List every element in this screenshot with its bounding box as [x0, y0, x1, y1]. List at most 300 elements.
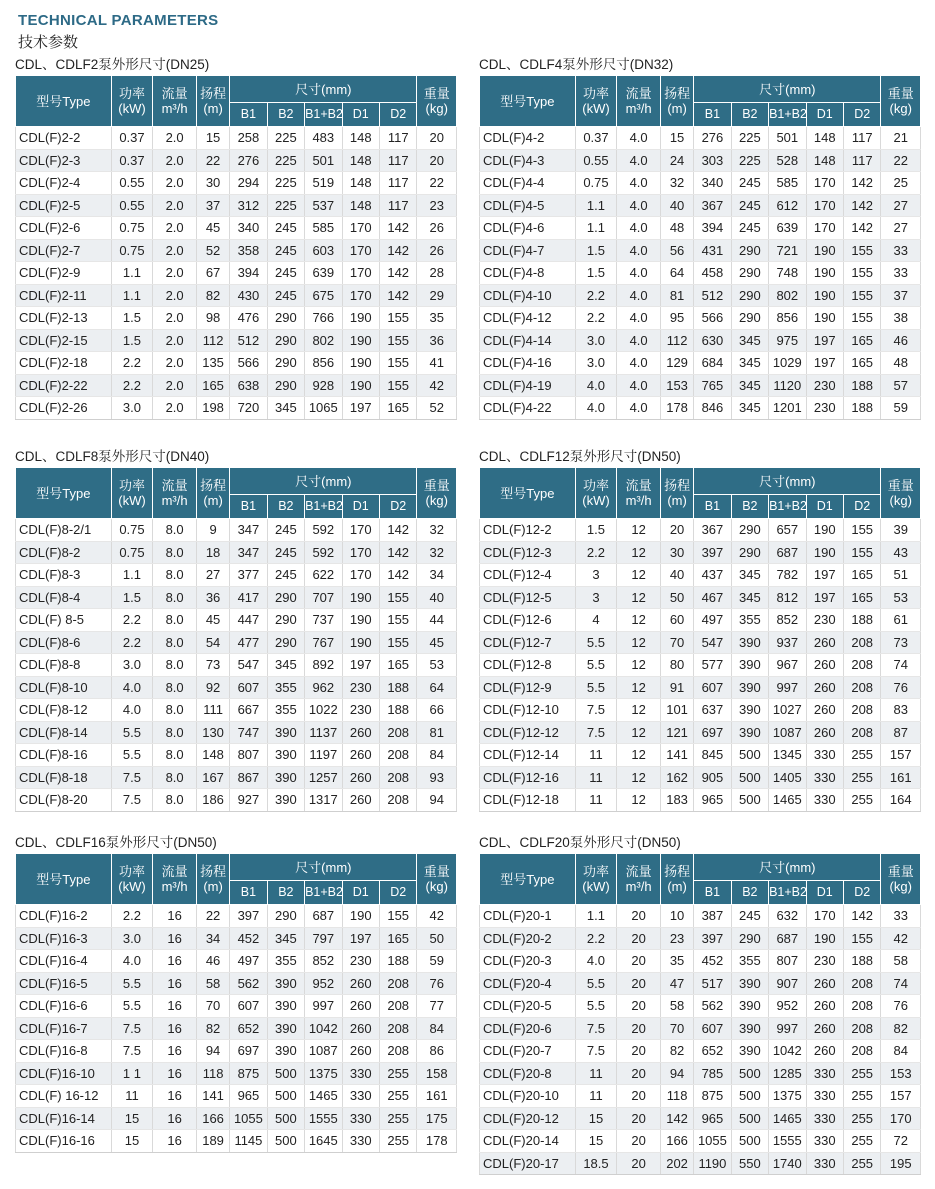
col-d1: D1	[806, 103, 843, 127]
d2-cell: 208	[843, 654, 881, 677]
power-cell: 2.2	[575, 307, 617, 330]
table-row	[480, 631, 921, 654]
power-cell: 18.5	[575, 1152, 617, 1175]
power-cell: 0.37	[111, 127, 153, 150]
model-cell: CDL(F)2-15	[16, 329, 112, 352]
weight-cell: 29	[417, 284, 457, 307]
table-row	[480, 950, 921, 973]
flow-cell: 4.0	[617, 127, 661, 150]
b1b2-cell: 1555	[769, 1130, 806, 1153]
head-cell: 45	[196, 609, 229, 632]
d1-cell: 148	[806, 149, 843, 172]
col-b1b2: B1+B2	[769, 103, 806, 127]
flow-cell: 4.0	[617, 217, 661, 240]
parameters-table	[479, 75, 921, 420]
b2-cell: 500	[267, 1130, 304, 1153]
b2-cell: 245	[267, 541, 304, 564]
table-row	[16, 744, 457, 767]
power-cell: 7.5	[111, 766, 153, 789]
d1-cell: 260	[806, 1040, 843, 1063]
model-cell: CDL(F)16-2	[16, 905, 112, 928]
flow-cell: 8.0	[153, 766, 197, 789]
head-cell: 30	[660, 541, 693, 564]
head-cell: 166	[660, 1130, 693, 1153]
table-row	[16, 329, 457, 352]
power-cell: 2.2	[575, 284, 617, 307]
b1-cell: 358	[230, 239, 267, 262]
model-cell: CDL(F)20-5	[480, 995, 576, 1018]
b1-cell: 467	[694, 586, 731, 609]
b1b2-cell: 1465	[769, 789, 806, 812]
b2-cell: 390	[731, 676, 768, 699]
weight-cell: 45	[417, 631, 457, 654]
table-row	[480, 149, 921, 172]
b1-cell: 1190	[694, 1152, 731, 1175]
model-cell: CDL(F)16-3	[16, 927, 112, 950]
model-cell: CDL(F)8-6	[16, 631, 112, 654]
d1-cell: 330	[342, 1107, 379, 1130]
head-cell: 165	[196, 374, 229, 397]
d1-cell: 260	[806, 631, 843, 654]
d2-cell: 208	[843, 972, 881, 995]
table-caption: CDL、CDLF12泵外形尺寸(DN50)	[479, 449, 681, 464]
b1b2-cell: 639	[305, 262, 342, 285]
d2-cell: 165	[379, 397, 417, 420]
col-head	[196, 854, 229, 905]
col-b1b2: B1+B2	[769, 881, 806, 905]
weight-cell: 81	[417, 721, 457, 744]
col-flow-label: 流量	[625, 478, 652, 493]
b1-cell: 397	[230, 905, 267, 928]
head-cell: 40	[660, 194, 693, 217]
model-cell: CDL(F)20-14	[480, 1130, 576, 1153]
head-cell: 135	[196, 352, 229, 375]
flow-cell: 8.0	[153, 609, 197, 632]
model-cell: CDL(F)4-5	[480, 194, 576, 217]
model-cell: CDL(F)8-8	[16, 654, 112, 677]
col-model: 型号Type	[480, 468, 576, 519]
table-body	[480, 519, 921, 812]
table-caption: CDL、CDLF4泵外形尺寸(DN32)	[479, 57, 674, 72]
weight-cell: 26	[417, 217, 457, 240]
model-cell: CDL(F)2-22	[16, 374, 112, 397]
col-weight	[417, 854, 457, 905]
b2-cell: 390	[267, 766, 304, 789]
table-row	[480, 1130, 921, 1153]
flow-cell: 8.0	[153, 789, 197, 812]
d2-cell: 142	[843, 905, 881, 928]
head-cell: 47	[660, 972, 693, 995]
weight-cell: 157	[881, 744, 921, 767]
head-cell: 58	[660, 995, 693, 1018]
col-head	[196, 468, 229, 519]
col-power-unit: (kW)	[582, 101, 610, 116]
weight-cell: 87	[881, 721, 921, 744]
table-row	[16, 262, 457, 285]
b2-cell: 345	[267, 927, 304, 950]
b2-cell: 245	[731, 172, 768, 195]
table-row	[480, 586, 921, 609]
b1-cell: 697	[230, 1040, 267, 1063]
b2-cell: 345	[731, 586, 768, 609]
b2-cell: 390	[731, 972, 768, 995]
power-cell: 7.5	[575, 721, 617, 744]
weight-cell: 58	[881, 950, 921, 973]
weight-cell: 82	[881, 1017, 921, 1040]
col-weight-label: 重量	[887, 478, 914, 493]
d1-cell: 170	[342, 541, 379, 564]
b1-cell: 875	[694, 1085, 731, 1108]
b1-cell: 638	[230, 374, 267, 397]
table-header	[480, 854, 921, 905]
col-flow-unit: m³/h	[161, 879, 188, 894]
d1-cell: 170	[806, 905, 843, 928]
col-power-unit: (kW)	[118, 879, 146, 894]
flow-cell: 4.0	[617, 239, 661, 262]
b2-cell: 390	[267, 972, 304, 995]
flow-cell: 4.0	[617, 194, 661, 217]
head-cell: 60	[660, 609, 693, 632]
title-en: TECHNICAL PARAMETERS	[18, 12, 219, 29]
weight-cell: 83	[881, 699, 921, 722]
model-cell: CDL(F)4-22	[480, 397, 576, 420]
flow-cell: 12	[617, 721, 661, 744]
d1-cell: 197	[342, 927, 379, 950]
head-cell: 94	[196, 1040, 229, 1063]
d1-cell: 330	[806, 1152, 843, 1175]
model-cell: CDL(F)12-10	[480, 699, 576, 722]
col-b1b2: B1+B2	[305, 881, 342, 905]
b2-cell: 390	[267, 995, 304, 1018]
weight-cell: 41	[417, 352, 457, 375]
b2-cell: 290	[731, 284, 768, 307]
weight-cell: 73	[881, 631, 921, 654]
table-row	[480, 239, 921, 262]
model-cell: CDL(F)20-4	[480, 972, 576, 995]
b2-cell: 290	[267, 352, 304, 375]
power-cell: 5.5	[575, 676, 617, 699]
weight-cell: 20	[417, 149, 457, 172]
weight-cell: 34	[417, 564, 457, 587]
b1-cell: 430	[230, 284, 267, 307]
parameters-table	[15, 75, 457, 420]
parameters-table	[479, 467, 921, 812]
b1-cell: 807	[230, 744, 267, 767]
header-row	[16, 76, 457, 103]
d2-cell: 155	[379, 586, 417, 609]
weight-cell: 33	[881, 905, 921, 928]
head-cell: 20	[660, 519, 693, 542]
model-cell: CDL(F)12-8	[480, 654, 576, 677]
table-body	[16, 127, 457, 420]
flow-cell: 20	[617, 1062, 661, 1085]
b1-cell: 497	[230, 950, 267, 973]
b1b2-cell: 1087	[305, 1040, 342, 1063]
b1b2-cell: 675	[305, 284, 342, 307]
power-cell: 3	[575, 586, 617, 609]
col-weight-unit: (kg)	[889, 493, 912, 508]
weight-cell: 57	[881, 374, 921, 397]
weight-cell: 76	[881, 995, 921, 1018]
table-row	[16, 972, 457, 995]
head-cell: 10	[660, 905, 693, 928]
b1-cell: 566	[694, 307, 731, 330]
b2-cell: 355	[267, 676, 304, 699]
title-cn: 技术参数	[18, 34, 79, 51]
head-cell: 34	[196, 927, 229, 950]
table-row	[480, 905, 921, 928]
weight-cell: 93	[417, 766, 457, 789]
power-cell: 4.0	[575, 950, 617, 973]
table-row	[16, 766, 457, 789]
weight-cell: 38	[881, 307, 921, 330]
col-head-label: 扬程	[200, 478, 227, 493]
col-b1: B1	[230, 103, 267, 127]
b1-cell: 477	[230, 631, 267, 654]
head-cell: 112	[660, 329, 693, 352]
model-cell: CDL(F)8-18	[16, 766, 112, 789]
b2-cell: 355	[731, 609, 768, 632]
b2-cell: 500	[267, 1062, 304, 1085]
col-head	[660, 76, 693, 127]
weight-cell: 51	[881, 564, 921, 587]
head-cell: 82	[660, 1040, 693, 1063]
b1b2-cell: 748	[769, 262, 806, 285]
d1-cell: 170	[342, 519, 379, 542]
d2-cell: 142	[379, 564, 417, 587]
b1b2-cell: 1257	[305, 766, 342, 789]
b1-cell: 965	[230, 1085, 267, 1108]
model-cell: CDL(F)4-8	[480, 262, 576, 285]
weight-cell: 33	[881, 262, 921, 285]
table-block	[15, 447, 457, 812]
flow-cell: 2.0	[153, 194, 197, 217]
b1-cell: 1055	[230, 1107, 267, 1130]
model-cell: CDL(F)20-2	[480, 927, 576, 950]
table-row	[16, 1062, 457, 1085]
d2-cell: 142	[379, 541, 417, 564]
b1b2-cell: 1042	[769, 1040, 806, 1063]
flow-cell: 12	[617, 744, 661, 767]
d2-cell: 117	[843, 149, 881, 172]
b1-cell: 394	[694, 217, 731, 240]
parameters-table	[15, 853, 457, 1153]
model-cell: CDL(F)2-6	[16, 217, 112, 240]
b1b2-cell: 1197	[305, 744, 342, 767]
b1-cell: 566	[230, 352, 267, 375]
table-caption: CDL、CDLF2泵外形尺寸(DN25)	[15, 57, 210, 72]
table-row	[16, 352, 457, 375]
power-cell: 5.5	[111, 995, 153, 1018]
power-cell: 3.0	[111, 654, 153, 677]
power-cell: 11	[111, 1085, 153, 1108]
b1b2-cell: 797	[305, 927, 342, 950]
d1-cell: 190	[806, 519, 843, 542]
col-power	[111, 468, 153, 519]
power-cell: 0.75	[111, 239, 153, 262]
d2-cell: 208	[843, 995, 881, 1018]
b2-cell: 290	[267, 609, 304, 632]
d2-cell: 208	[379, 721, 417, 744]
weight-cell: 59	[417, 950, 457, 973]
d1-cell: 330	[806, 1130, 843, 1153]
model-cell: CDL(F)2-4	[16, 172, 112, 195]
table-row	[16, 609, 457, 632]
power-cell: 15	[575, 1130, 617, 1153]
table-row	[16, 541, 457, 564]
header-row	[480, 854, 921, 881]
col-flow-label: 流量	[625, 864, 652, 879]
b2-cell: 290	[731, 262, 768, 285]
b2-cell: 225	[267, 149, 304, 172]
b1-cell: 607	[230, 676, 267, 699]
flow-cell: 12	[617, 564, 661, 587]
power-cell: 2.2	[111, 905, 153, 928]
b1b2-cell: 1285	[769, 1062, 806, 1085]
flow-cell: 12	[617, 654, 661, 677]
head-cell: 50	[660, 586, 693, 609]
b1-cell: 1145	[230, 1130, 267, 1153]
flow-cell: 2.0	[153, 374, 197, 397]
b1-cell: 607	[694, 676, 731, 699]
weight-cell: 32	[417, 541, 457, 564]
d2-cell: 142	[379, 239, 417, 262]
col-weight-label: 重量	[887, 86, 914, 101]
power-cell: 5.5	[575, 972, 617, 995]
col-d2: D2	[379, 495, 417, 519]
table-body	[480, 127, 921, 420]
weight-cell: 158	[417, 1062, 457, 1085]
model-cell: CDL(F)12-6	[480, 609, 576, 632]
model-cell: CDL(F)20-3	[480, 950, 576, 973]
table-row	[480, 307, 921, 330]
b2-cell: 355	[731, 950, 768, 973]
b2-cell: 500	[731, 1085, 768, 1108]
power-cell: 0.37	[575, 127, 617, 150]
table-row	[16, 631, 457, 654]
power-cell: 7.5	[575, 699, 617, 722]
table-row	[480, 995, 921, 1018]
d1-cell: 260	[806, 972, 843, 995]
b1-cell: 562	[694, 995, 731, 1018]
b2-cell: 345	[731, 397, 768, 420]
d1-cell: 190	[342, 905, 379, 928]
model-cell: CDL(F)2-13	[16, 307, 112, 330]
b1-cell: 512	[694, 284, 731, 307]
power-cell: 7.5	[575, 1017, 617, 1040]
d1-cell: 170	[342, 217, 379, 240]
model-cell: CDL(F)2-26	[16, 397, 112, 420]
b1b2-cell: 585	[305, 217, 342, 240]
table-row	[16, 699, 457, 722]
col-weight-unit: (kg)	[425, 879, 448, 894]
head-cell: 141	[660, 744, 693, 767]
d2-cell: 142	[843, 217, 881, 240]
b2-cell: 390	[731, 1040, 768, 1063]
col-d1: D1	[806, 495, 843, 519]
b2-cell: 290	[267, 374, 304, 397]
d2-cell: 117	[379, 172, 417, 195]
d1-cell: 170	[342, 564, 379, 587]
power-cell: 2.2	[575, 927, 617, 950]
d1-cell: 260	[342, 972, 379, 995]
b1-cell: 452	[230, 927, 267, 950]
b1b2-cell: 892	[305, 654, 342, 677]
col-head	[196, 76, 229, 127]
d1-cell: 260	[806, 699, 843, 722]
col-head-label: 扬程	[664, 864, 691, 879]
b1-cell: 258	[230, 127, 267, 150]
power-cell: 5.5	[111, 972, 153, 995]
col-head-label: 扬程	[664, 86, 691, 101]
power-cell: 1.1	[111, 564, 153, 587]
col-head-unit: (m)	[667, 879, 687, 894]
b1-cell: 684	[694, 352, 731, 375]
b1b2-cell: 937	[769, 631, 806, 654]
d2-cell: 117	[379, 127, 417, 150]
b2-cell: 245	[267, 239, 304, 262]
b1b2-cell: 707	[305, 586, 342, 609]
flow-cell: 2.0	[153, 329, 197, 352]
power-cell: 1 1	[111, 1062, 153, 1085]
b1b2-cell: 852	[769, 609, 806, 632]
weight-cell: 53	[417, 654, 457, 677]
d1-cell: 330	[806, 789, 843, 812]
b1b2-cell: 766	[305, 307, 342, 330]
b2-cell: 290	[731, 239, 768, 262]
table-row	[480, 744, 921, 767]
table-row	[16, 284, 457, 307]
flow-cell: 2.0	[153, 262, 197, 285]
power-cell: 1.5	[575, 519, 617, 542]
head-cell: 15	[196, 127, 229, 150]
flow-cell: 20	[617, 1130, 661, 1153]
head-cell: 98	[196, 307, 229, 330]
b1-cell: 785	[694, 1062, 731, 1085]
table-row	[16, 519, 457, 542]
d1-cell: 260	[806, 1017, 843, 1040]
flow-cell: 4.0	[617, 307, 661, 330]
col-b2: B2	[731, 495, 768, 519]
weight-cell: 50	[417, 927, 457, 950]
flow-cell: 4.0	[617, 329, 661, 352]
table-row	[480, 1152, 921, 1175]
model-cell: CDL(F)2-9	[16, 262, 112, 285]
d2-cell: 255	[843, 1152, 881, 1175]
d2-cell: 188	[379, 676, 417, 699]
flow-cell: 20	[617, 950, 661, 973]
b1b2-cell: 632	[769, 905, 806, 928]
d1-cell: 190	[806, 239, 843, 262]
d2-cell: 208	[843, 1040, 881, 1063]
table-row	[16, 1130, 457, 1153]
table-block	[15, 833, 457, 1153]
weight-cell: 170	[881, 1107, 921, 1130]
b1b2-cell: 907	[769, 972, 806, 995]
flow-cell: 20	[617, 1085, 661, 1108]
d1-cell: 330	[342, 1130, 379, 1153]
power-cell: 4.0	[111, 699, 153, 722]
flow-cell: 16	[153, 927, 197, 950]
model-cell: CDL(F)12-4	[480, 564, 576, 587]
d1-cell: 190	[342, 307, 379, 330]
model-cell: CDL(F)8-14	[16, 721, 112, 744]
flow-cell: 20	[617, 1107, 661, 1130]
d2-cell: 117	[843, 127, 881, 150]
b1-cell: 437	[694, 564, 731, 587]
d2-cell: 188	[843, 609, 881, 632]
power-cell: 1.5	[111, 329, 153, 352]
